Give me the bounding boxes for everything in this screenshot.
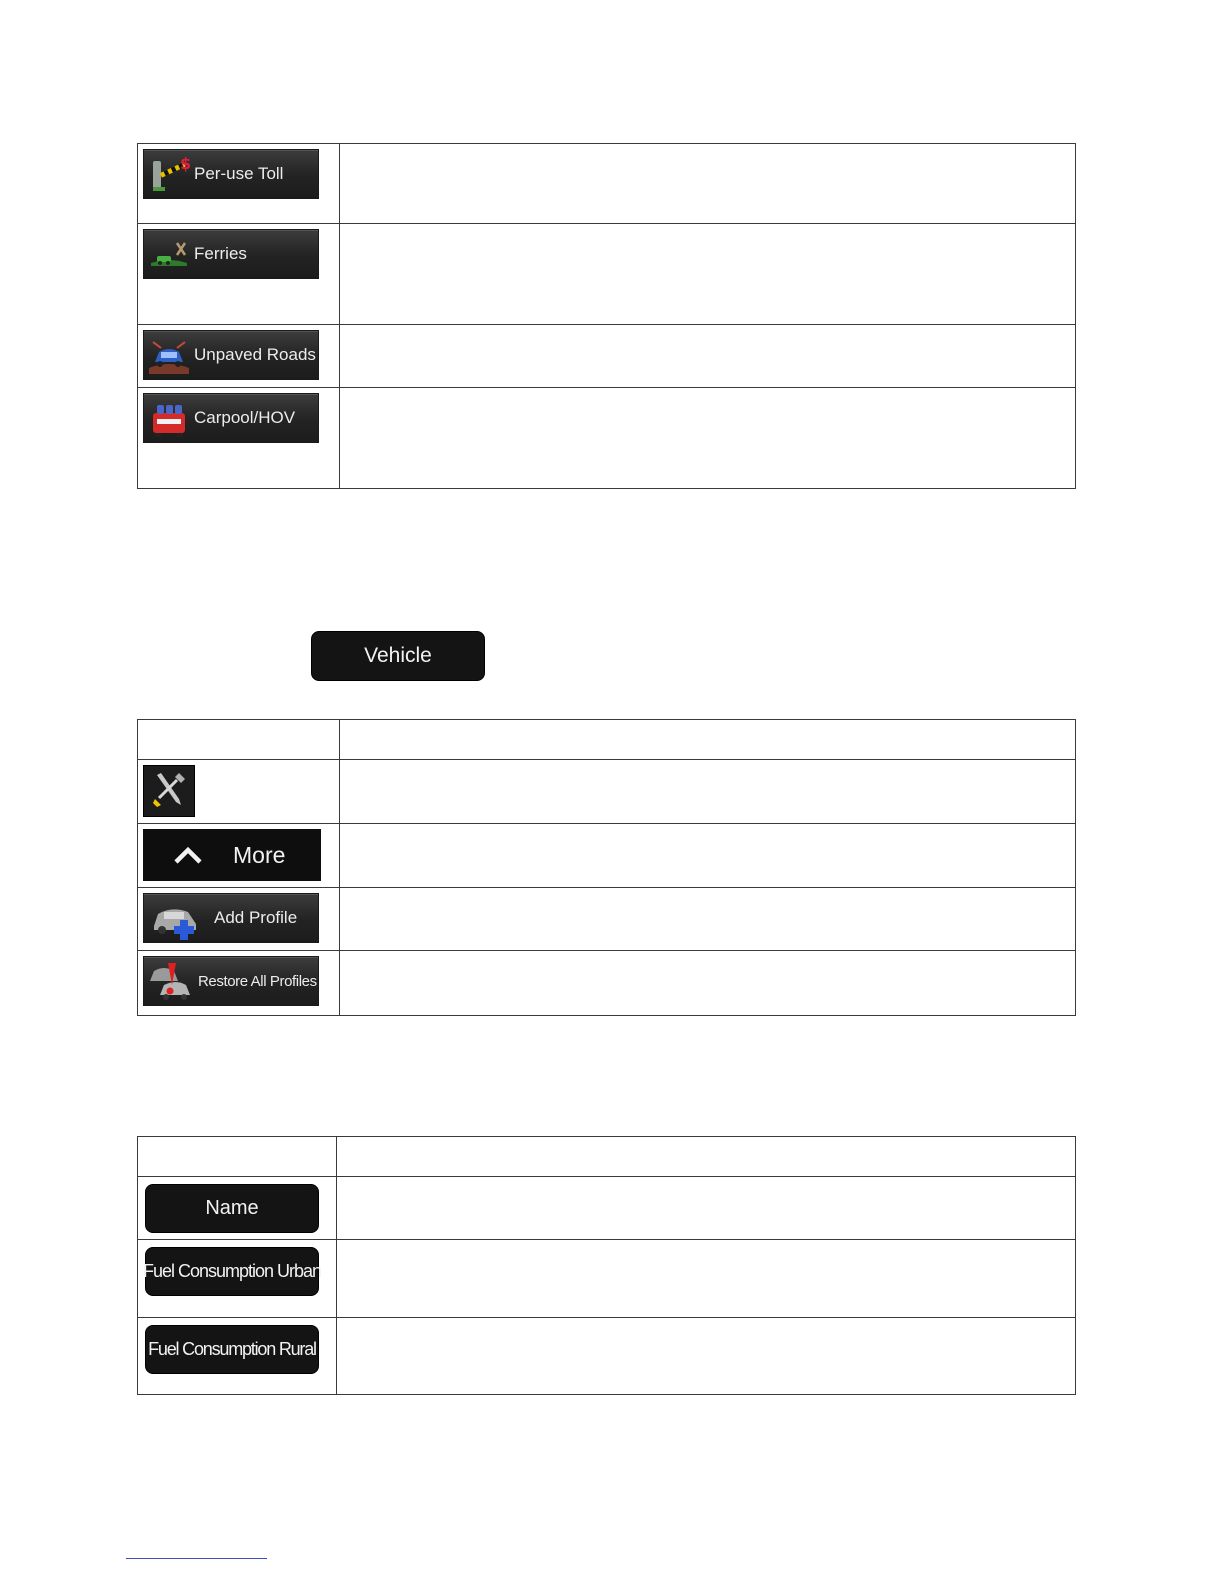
- button-label: Add Profile: [214, 908, 298, 927]
- fuel-consumption-rural-button[interactable]: Fuel Consumption Rural: [145, 1325, 319, 1374]
- tools-button[interactable]: [143, 765, 195, 817]
- description-cell: [337, 1240, 1076, 1318]
- ferry-icon: [144, 230, 194, 278]
- header-cell: [138, 1137, 337, 1177]
- button-label: Per-use Toll: [194, 164, 284, 183]
- description-cell: [340, 824, 1076, 888]
- table-row: [138, 224, 1076, 325]
- svg-text:$: $: [180, 154, 191, 173]
- unpaved-roads-button[interactable]: [143, 330, 319, 380]
- description-cell: [337, 1318, 1076, 1395]
- restore-all-profiles-button[interactable]: [143, 956, 319, 1006]
- description-cell: [340, 388, 1076, 489]
- button-label: Ferries: [194, 244, 247, 263]
- header-cell: [138, 720, 340, 760]
- chevron-up-icon: [143, 846, 233, 864]
- header-cell: [337, 1137, 1076, 1177]
- header-cell: [340, 720, 1076, 760]
- table-row: [138, 144, 1076, 224]
- restore-profiles-icon: [144, 957, 198, 1005]
- per-use-toll-button[interactable]: [143, 149, 319, 199]
- name-button[interactable]: Name: [145, 1184, 319, 1233]
- more-button[interactable]: [143, 829, 321, 881]
- fuel-consumption-urban-button[interactable]: Fuel Consumption Urban: [145, 1247, 319, 1296]
- table-row: [138, 888, 1076, 951]
- description-cell: [340, 325, 1076, 388]
- table-row: [138, 388, 1076, 489]
- unpaved-road-car-icon: [144, 331, 194, 379]
- description-cell: [340, 760, 1076, 824]
- table-row: [138, 1318, 1076, 1395]
- button-label: Restore All Profiles: [198, 972, 317, 990]
- description-cell: [337, 1177, 1076, 1240]
- add-profile-button[interactable]: [143, 893, 319, 943]
- button-label: Unpaved Roads: [194, 345, 316, 364]
- table-row: [138, 1240, 1076, 1318]
- description-cell: [340, 951, 1076, 1016]
- route-options-table: [137, 143, 1076, 489]
- table-row: [138, 1177, 1076, 1240]
- vehicle-button[interactable]: Vehicle: [311, 631, 485, 681]
- table-header-row: [138, 720, 1076, 760]
- vehicle-profiles-table: [137, 719, 1076, 1016]
- button-label: More: [233, 841, 286, 868]
- carpool-icon: [144, 394, 194, 442]
- description-cell: [340, 224, 1076, 325]
- toll-gate-icon: [144, 150, 194, 198]
- table-row: [138, 325, 1076, 388]
- table-header-row: [138, 1137, 1076, 1177]
- footnote-separator: [126, 1558, 267, 1559]
- description-cell: [340, 888, 1076, 951]
- ferries-button[interactable]: [143, 229, 319, 279]
- add-car-profile-icon: [144, 894, 214, 942]
- table-row: [138, 951, 1076, 1016]
- description-cell: [340, 144, 1076, 224]
- tools-icon: [149, 769, 189, 813]
- table-row: [138, 824, 1076, 888]
- table-row: [138, 760, 1076, 824]
- button-label: Carpool/HOV: [194, 408, 296, 427]
- carpool-hov-button[interactable]: [143, 393, 319, 443]
- profile-settings-table: [137, 1136, 1076, 1395]
